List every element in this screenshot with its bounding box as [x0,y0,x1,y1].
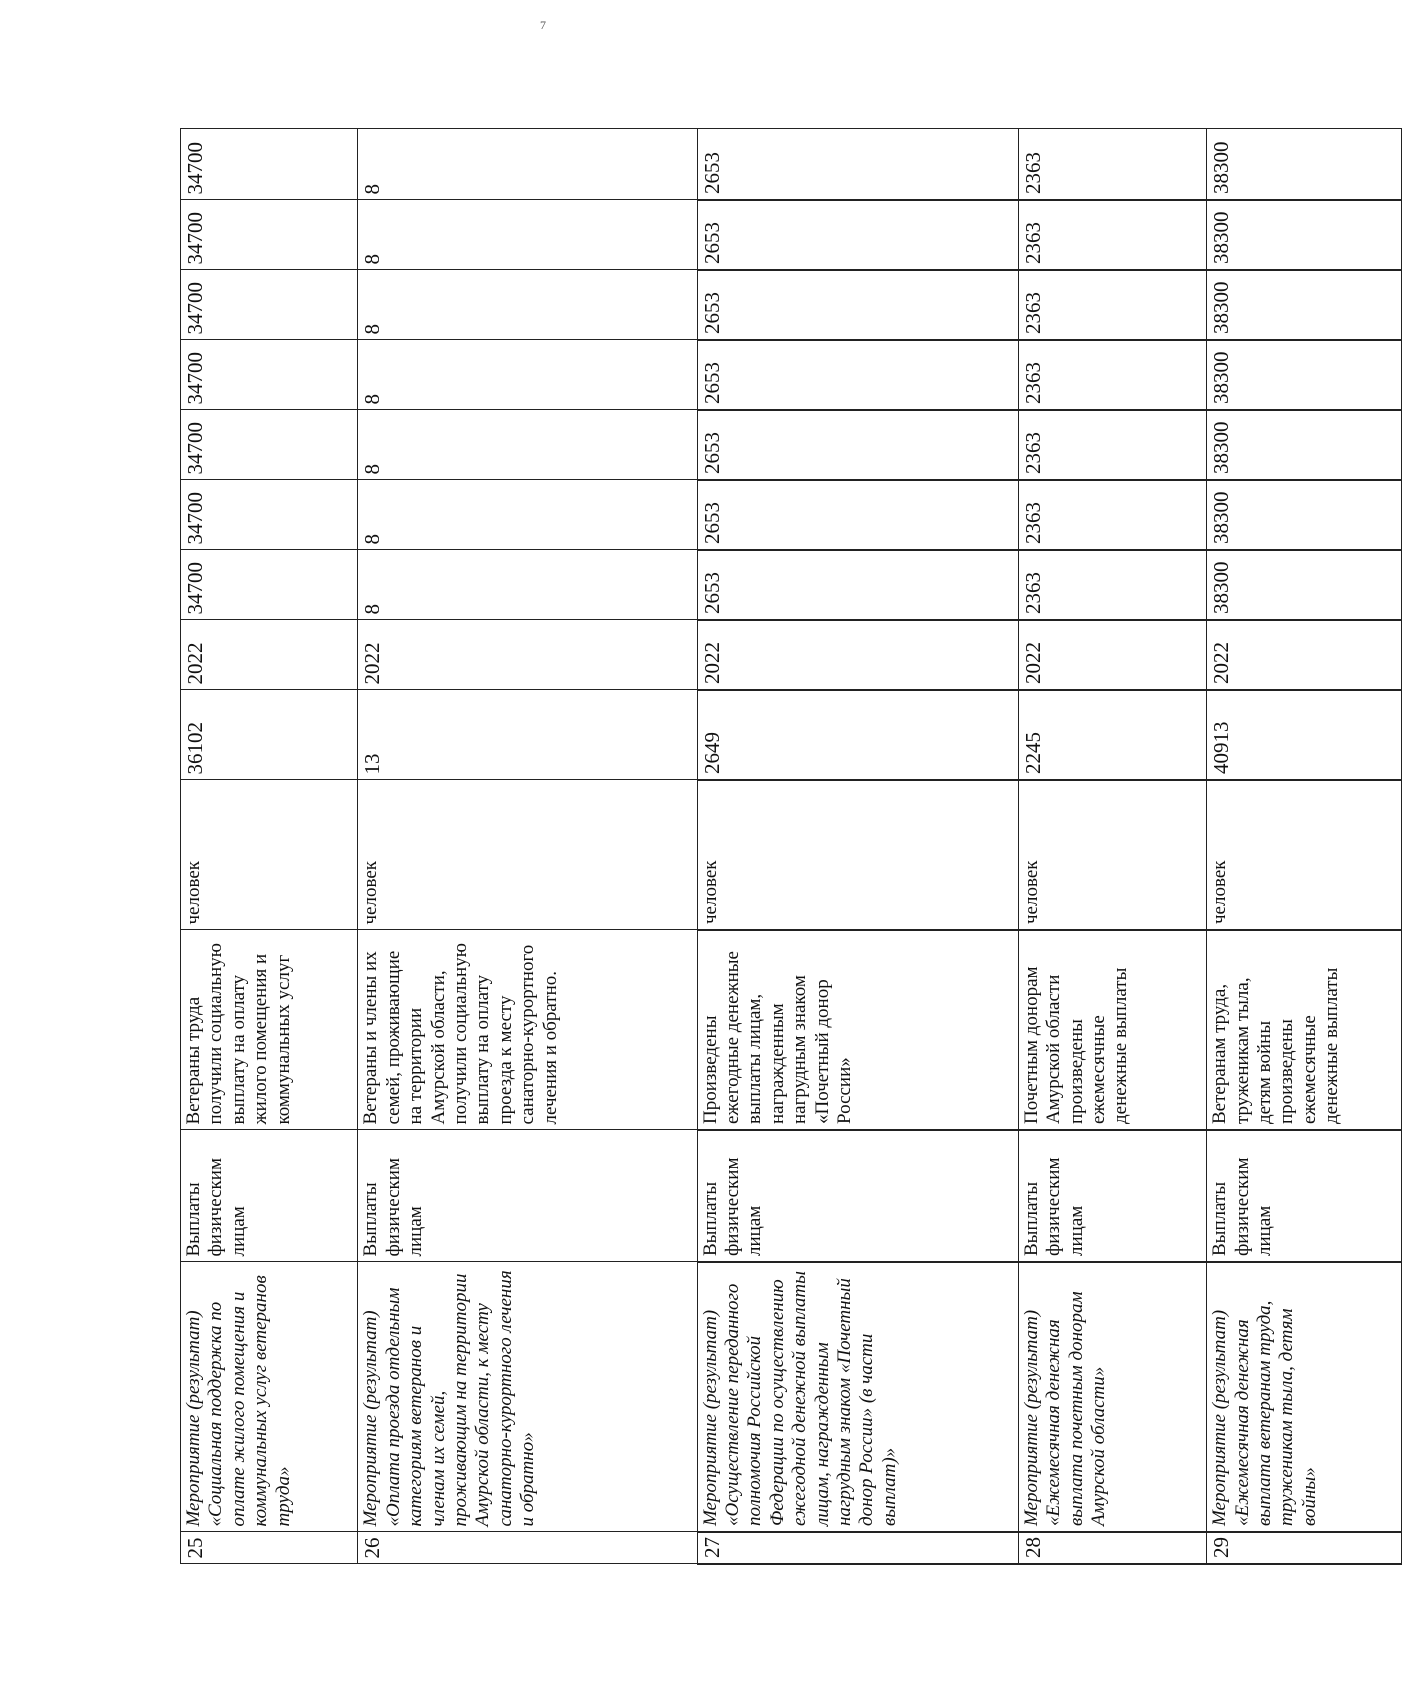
base-year-cell: 2022 [181,620,358,690]
value-cell: 38300 [1207,550,1402,620]
unit-cell: человек [181,780,358,930]
table-row [181,129,358,1564]
result-cell: Почетным донорам Амурской области произведены ежемесячные денежные выплаты [1018,930,1207,1130]
row-number: 28 [1018,1532,1207,1564]
value-cell: 2653 [697,200,1018,270]
row-number: 27 [697,1532,1018,1564]
table-row [697,129,1018,1564]
value-cell: 34700 [181,200,358,270]
unit-cell: человек [358,780,697,930]
rotated-table-container [180,130,1402,1565]
value-cell: 2363 [1018,270,1207,340]
table-row [1207,129,1402,1564]
base-value-cell: 2649 [697,690,1018,780]
value-cell: 2653 [697,129,1018,200]
value-cell: 2363 [1018,340,1207,410]
base-value-cell: 40913 [1207,690,1402,780]
row-number: 25 [181,1532,358,1564]
value-cell: 34700 [181,480,358,550]
value-cell: 8 [358,410,697,480]
base-value-cell: 36102 [181,690,358,780]
result-cell: Ветеранам труда, труженикам тыла, детям войны произведены ежемесячные денежные выплаты [1207,930,1402,1130]
base-year-cell: 2022 [358,620,697,690]
unit-cell: человек [1207,780,1402,930]
value-cell: 8 [358,550,697,620]
table-row [1018,129,1207,1564]
activity-cell: Мероприятие (результат) «Осуществление переданного полномочия Российской Федерации по осуществлению ежегодной денежной выплаты лицам, награжденным нагрудным знаком «Почетный донор России» (в части выплат)» [697,1262,1018,1532]
value-cell: 38300 [1207,480,1402,550]
activity-cell: Мероприятие (результат) «Оплата проезда отдельным категориям ветеранов и членам их семей, проживающим на территории Амурской области, к месту санаторно-курортного лечения и обратно» [358,1262,697,1532]
value-cell: 8 [358,340,697,410]
unit-cell: человек [697,780,1018,930]
value-cell: 2363 [1018,480,1207,550]
page-number: 7 [540,18,546,32]
value-cell: 2653 [697,340,1018,410]
base-year-cell: 2022 [1018,620,1207,690]
value-cell: 2363 [1018,129,1207,200]
value-cell: 34700 [181,410,358,480]
value-cell: 8 [358,480,697,550]
value-cell: 38300 [1207,129,1402,200]
activity-cell: Мероприятие (результат) «Социальная поддержка по оплате жилого помещения и коммунальных услуг ветеранов труда» [181,1262,358,1532]
value-cell: 34700 [181,270,358,340]
value-cell: 2653 [697,550,1018,620]
value-cell: 2363 [1018,410,1207,480]
base-value-cell: 13 [358,690,697,780]
activity-cell: Мероприятие (результат) «Ежемесячная денежная выплата почетным донорам Амурской области» [1018,1262,1207,1532]
row-number: 29 [1207,1532,1402,1564]
type-cell: Выплаты физическим лицам [181,1130,358,1262]
result-cell: Ветераны труда получили социальную выплату на оплату жилого помещения и коммунальных услуг [181,930,358,1130]
type-cell: Выплаты физическим лицам [1018,1130,1207,1262]
base-value-cell: 2245 [1018,690,1207,780]
value-cell: 8 [358,129,697,200]
result-cell: Ветераны и члены их семей, проживающие на территории Амурской области, получили социальную выплату на оплату проезда к месту санаторно-курортного лечения и обратно. [358,930,697,1130]
value-cell: 2653 [697,410,1018,480]
value-cell: 2653 [697,270,1018,340]
base-year-cell: 2022 [1207,620,1402,690]
value-cell: 2653 [697,480,1018,550]
activity-cell: Мероприятие (результат) «Ежемесячная денежная выплата ветеранам труда, труженикам тыла, детям войны» [1207,1262,1402,1532]
type-cell: Выплаты физическим лицам [1207,1130,1402,1262]
value-cell: 38300 [1207,340,1402,410]
value-cell: 34700 [181,550,358,620]
base-year-cell: 2022 [697,620,1018,690]
table-row [358,129,697,1564]
value-cell: 8 [358,200,697,270]
value-cell: 38300 [1207,270,1402,340]
value-cell: 2363 [1018,550,1207,620]
value-cell: 8 [358,270,697,340]
result-cell: Произведены ежегодные денежные выплаты лицам, награжденным нагрудным знаком «Почетный донор России» [697,930,1018,1130]
value-cell: 38300 [1207,200,1402,270]
value-cell: 2363 [1018,200,1207,270]
value-cell: 38300 [1207,410,1402,480]
results-table [180,129,1402,1566]
type-cell: Выплаты физическим лицам [697,1130,1018,1262]
row-number: 26 [358,1532,697,1564]
value-cell: 34700 [181,340,358,410]
value-cell: 34700 [181,129,358,200]
unit-cell: человек [1018,780,1207,930]
type-cell: Выплаты физическим лицам [358,1130,697,1262]
